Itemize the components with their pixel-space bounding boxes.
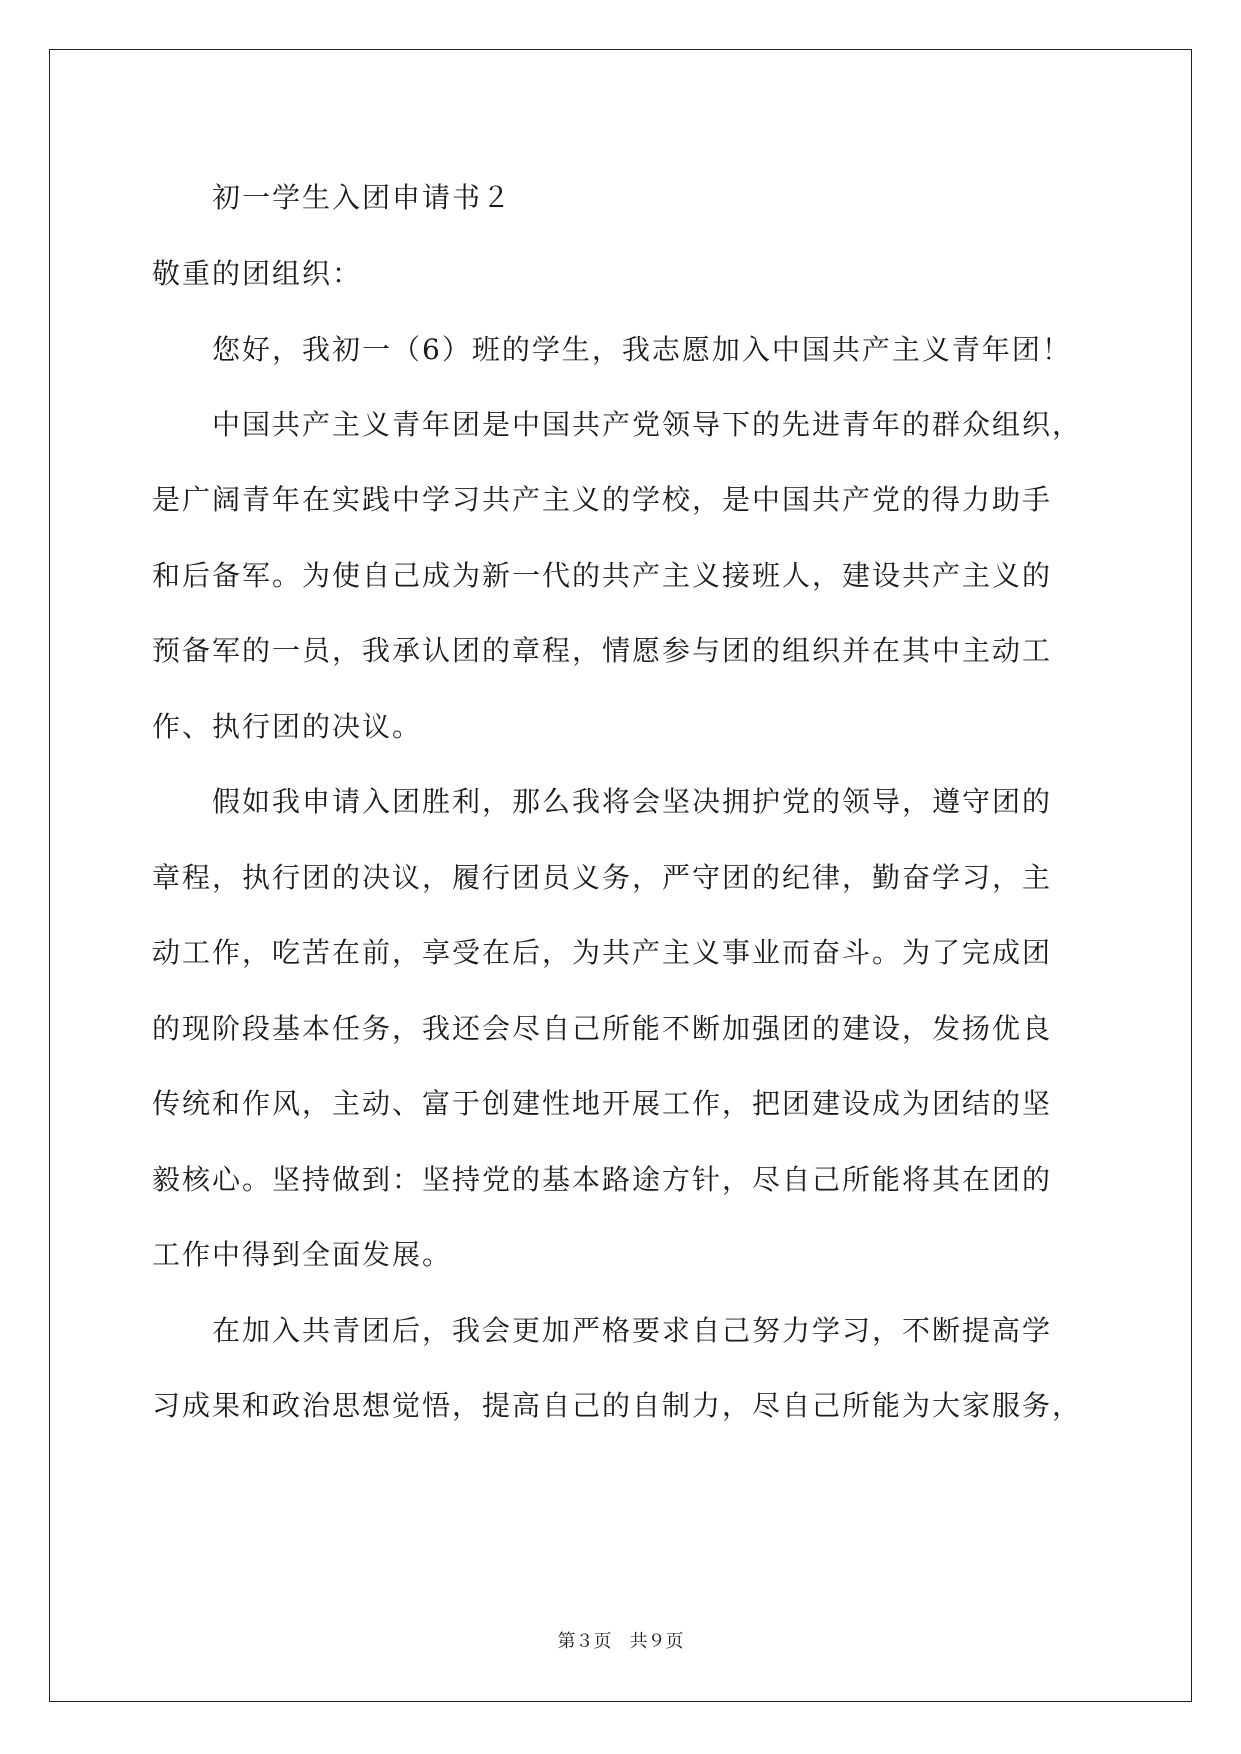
body-line: 预备军的一员，我承认团的章程，情愿参与团的组织并在其中主动工 xyxy=(152,634,1053,667)
body-line: 和后备军。为使自己成为新一代的共产主义接班人，建设共产主义的 xyxy=(152,559,1053,592)
body-line: 作、执行团的决议。 xyxy=(152,710,423,743)
salutation: 敬重的团组织： xyxy=(152,257,363,290)
body-line: 习成果和政治思想觉悟，提高自己的自制力，尽自己所能为大家服务， xyxy=(152,1389,1083,1422)
body-line: 章程，执行团的决议，履行团员义务，严守团的纪律，勤奋学习，主 xyxy=(152,861,1053,894)
body-line: 的现阶段基本任务，我还会尽自己所能不断加强团的建设，发扬优良 xyxy=(152,1012,1053,1045)
body-line: 在加入共青团后，我会更加严格要求自己努力学习，不断提高学 xyxy=(212,1314,1053,1347)
body-line: 动工作，吃苦在前，享受在后，为共产主义事业而奋斗。为了完成团 xyxy=(152,936,1053,969)
body-line: 中国共产主义青年团是中国共产党领导下的先进青年的群众组织， xyxy=(212,408,1083,441)
body-line: 传统和作风，主动、富于创建性地开展工作，把团建设成为团结的坚 xyxy=(152,1087,1053,1120)
body-line: 假如我申请入团胜利，那么我将会坚决拥护党的领导，遵守团的 xyxy=(212,785,1053,818)
page-number: 第３页 共９页 xyxy=(557,1631,684,1652)
body-line: 您好，我初一（6）班的学生，我志愿加入中国共产主义青年团！ xyxy=(212,333,1072,366)
document-title: 初一学生入团申请书２ xyxy=(212,181,513,214)
body-line: 工作中得到全面发展。 xyxy=(152,1238,453,1271)
body-line: 毅核心。坚持做到：坚持党的基本路途方针，尽自己所能将其在团的 xyxy=(152,1163,1053,1196)
body-line: 是广阔青年在实践中学习共产主义的学校，是中国共产党的得力助手 xyxy=(152,483,1053,516)
